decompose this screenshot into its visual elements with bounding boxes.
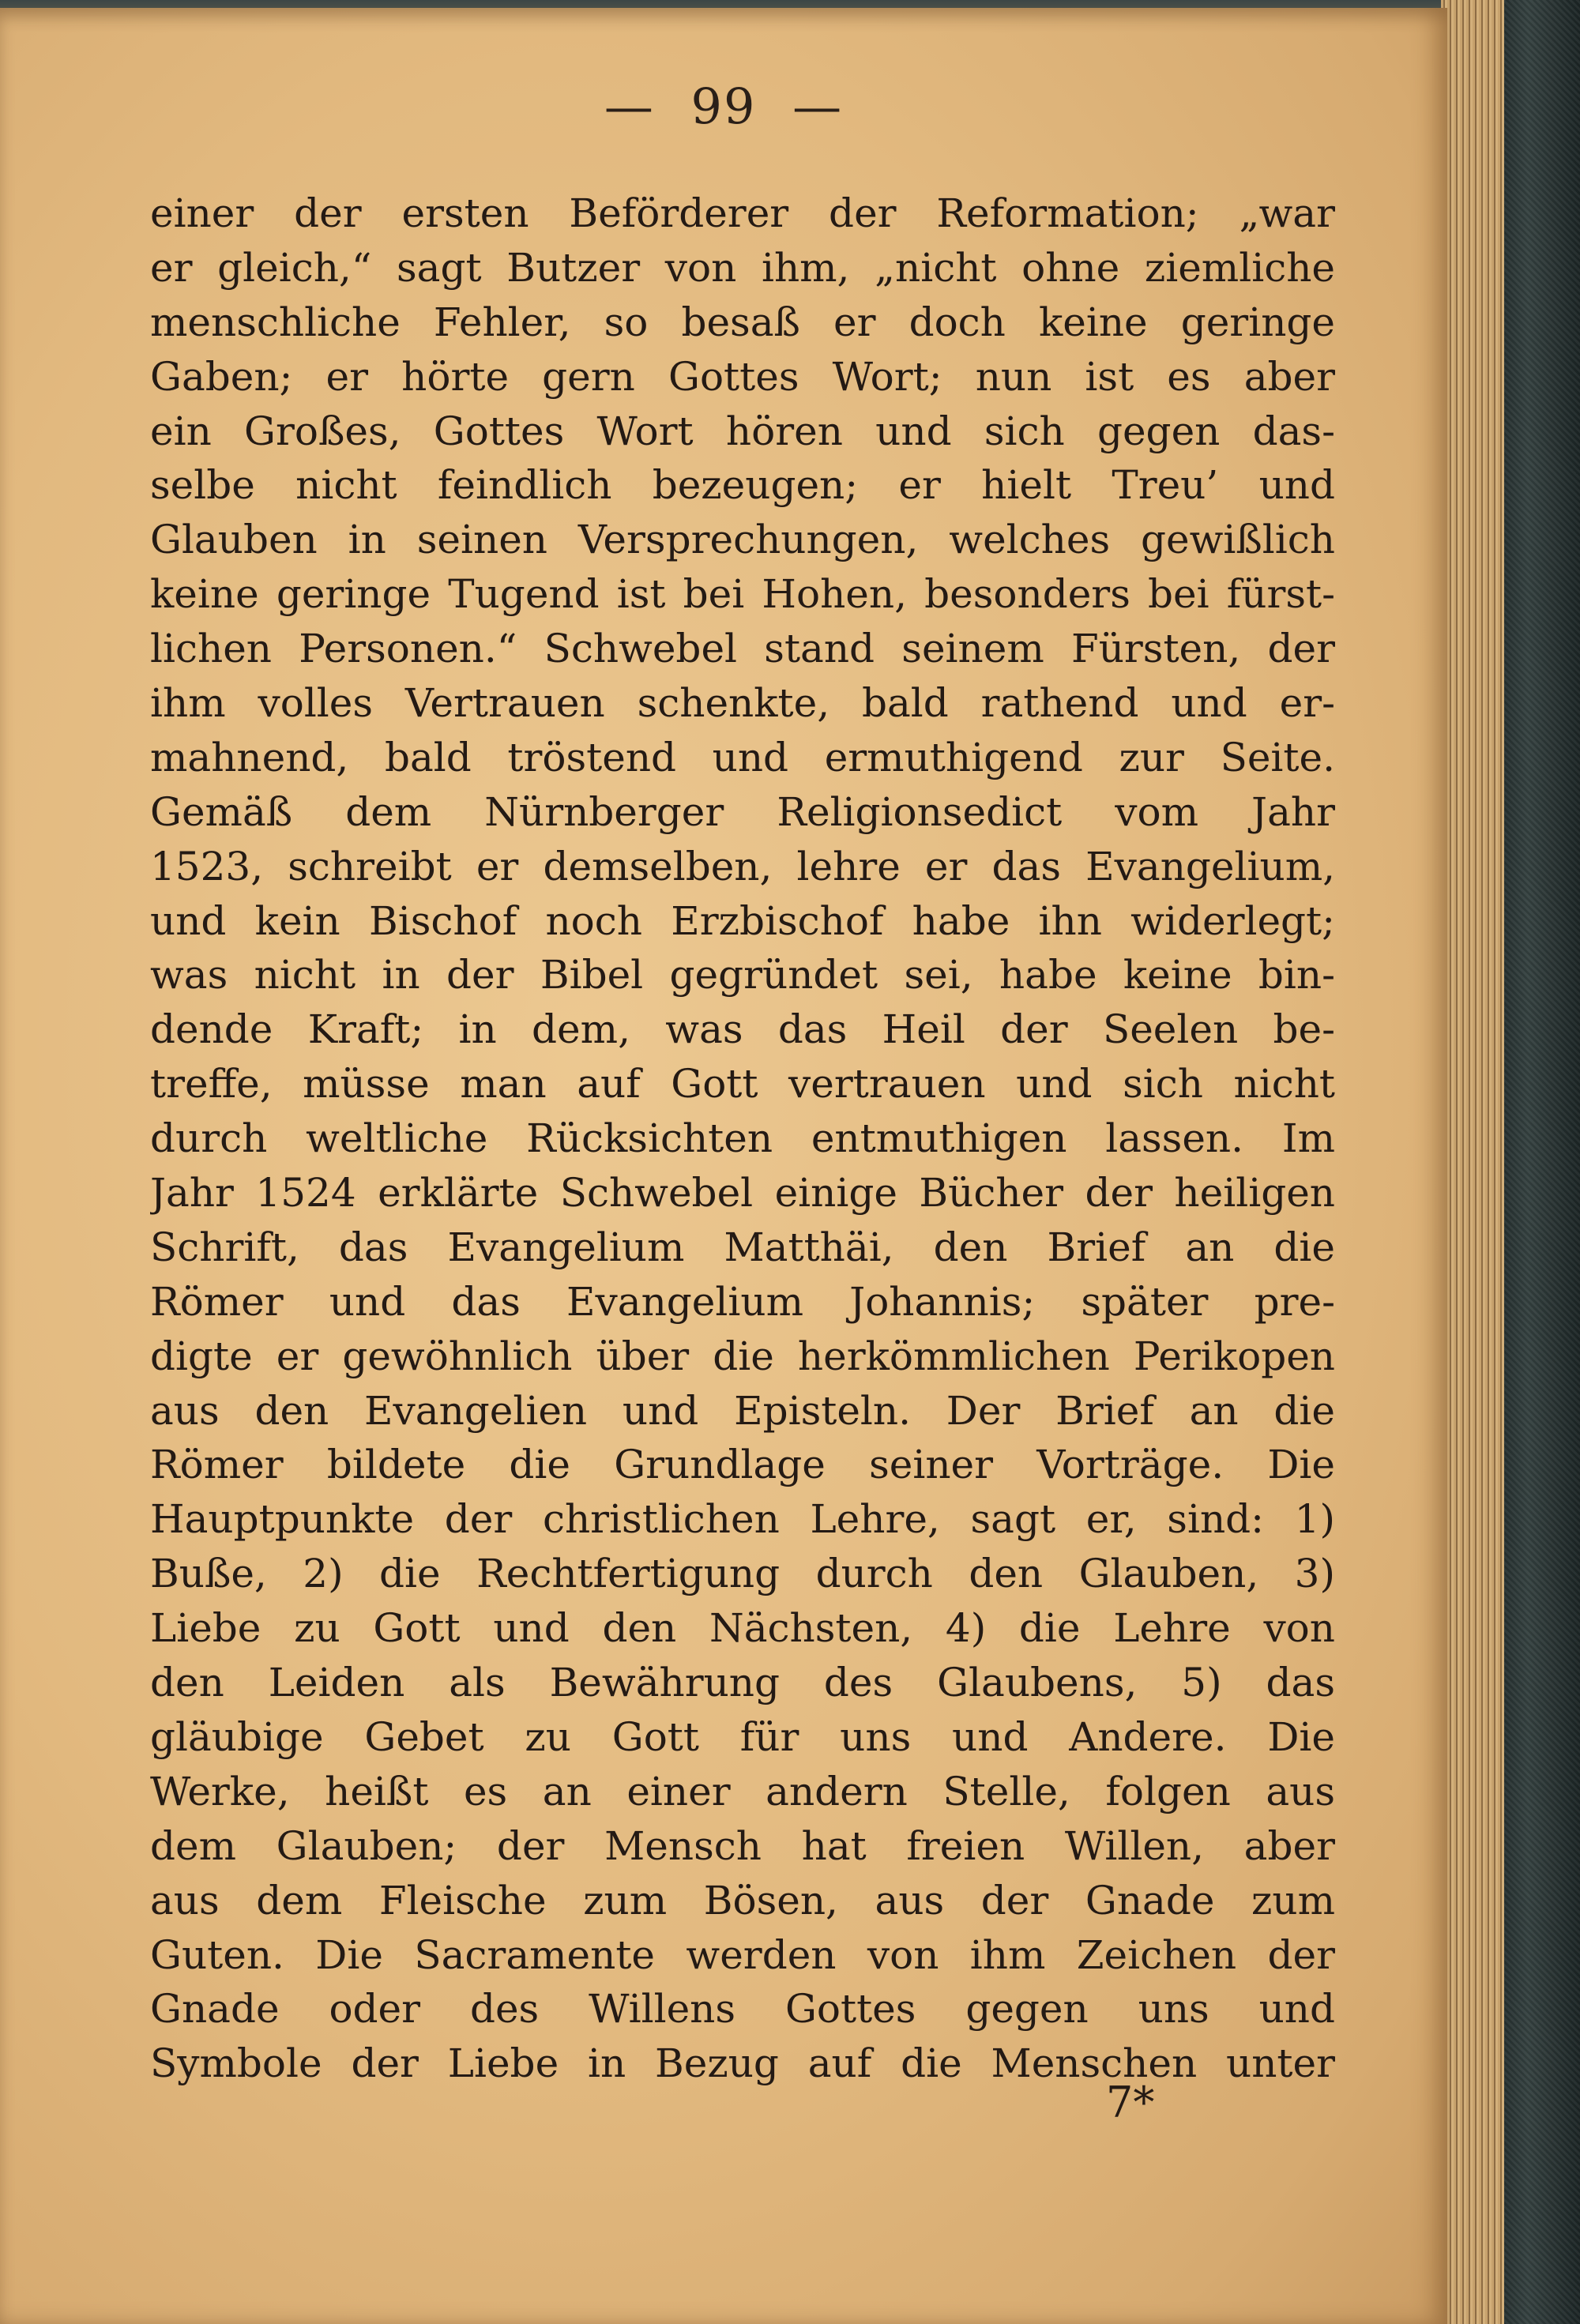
text-line: Liebe zu Gott und den Nächsten, 4) die Lehre von xyxy=(150,1605,1335,1652)
page-stack-edges xyxy=(1441,0,1504,2324)
body-text xyxy=(150,186,1335,2091)
page-number: 99 xyxy=(690,77,757,135)
book-cover-edge xyxy=(1493,0,1580,2324)
text-line: aus den Evangelien und Episteln. Der Brief an die xyxy=(150,1387,1335,1434)
text-line: Glauben in seinen Versprechungen, welches gewißlich xyxy=(150,517,1335,563)
text-line: den Leiden als Bewährung des Glaubens, 5) das xyxy=(150,1660,1335,1706)
text-line: 1523, schreibt er demselben, lehre er das Evangelium, xyxy=(150,843,1335,889)
text-line: Gemäß dem Nürnberger Religionsedict vom Jahr xyxy=(150,788,1335,835)
text-line: selbe nicht feindlich bezeugen; er hielt Treu’ und xyxy=(150,462,1335,509)
text-line: Hauptpunkte der christlichen Lehre, sagt er, sind: 1) xyxy=(150,1496,1335,1543)
text-line: ein Großes, Gottes Wort hören und sich gegen das- xyxy=(150,408,1335,454)
text-line: Gaben; er hörte gern Gottes Wort; nun ist es aber xyxy=(150,353,1335,400)
book-page xyxy=(0,8,1447,2324)
text-line: Buße, 2) die Rechtfertigung durch den Glauben, 3) xyxy=(150,1551,1335,1597)
text-line: ihm volles Vertrauen schenkte, bald rathend und er- xyxy=(150,680,1335,727)
text-line: aus dem Fleische zum Bösen, aus der Gnade zum xyxy=(150,1877,1335,1924)
text-line: dende Kraft; in dem, was das Heil der Seelen be- xyxy=(150,1006,1335,1053)
text-line: dem Glauben; der Mensch hat freien Willen, aber xyxy=(150,1822,1335,1869)
text-line: gläubige Gebet zu Gott für uns und Andere. Die xyxy=(150,1713,1335,1760)
page-header xyxy=(0,77,1447,135)
text-line: Schrift, das Evangelium Matthäi, den Brief an die xyxy=(150,1224,1335,1270)
text-line: Jahr 1524 erklärte Schwebel einige Bücher der heiligen xyxy=(150,1170,1335,1217)
text-line: lichen Personen.“ Schwebel stand seinem Fürsten, der xyxy=(150,626,1335,672)
header-dash-right: — xyxy=(792,77,844,135)
header-dash-left: — xyxy=(604,77,655,135)
text-line: digte er gewöhnlich über die herkömmlichen Perikopen xyxy=(150,1333,1335,1379)
text-line: Guten. Die Sacramente werden von ihm Zeichen der xyxy=(150,1931,1335,1978)
text-line: keine geringe Tugend ist bei Hohen, besonders bei fürst- xyxy=(150,571,1335,618)
text-line: er gleich,“ sagt Butzer von ihm, „nicht ohne ziemliche xyxy=(150,244,1335,291)
text-line: Römer und das Evangelium Johannis; später pre- xyxy=(150,1278,1335,1325)
text-line: Symbole der Liebe in Bezug auf die Menschen unter xyxy=(150,2040,1335,2087)
text-line: Werke, heißt es an einer andern Stelle, folgen aus xyxy=(150,1768,1335,1814)
text-line: menschliche Fehler, so besaß er doch keine geringe xyxy=(150,299,1335,345)
signature-mark: 7* xyxy=(1106,2078,1155,2127)
text-line: was nicht in der Bibel gegründet sei, habe keine bin- xyxy=(150,952,1335,998)
text-line: treffe, müsse man auf Gott vertrauen und sich nicht xyxy=(150,1061,1335,1107)
text-line: durch weltliche Rücksichten entmuthigen lassen. Im xyxy=(150,1115,1335,1162)
text-line: einer der ersten Beförderer der Reformation; „war xyxy=(150,190,1335,236)
text-line: Römer bildete die Grundlage seiner Vorträge. Die xyxy=(150,1442,1335,1488)
text-line: und kein Bischof noch Erzbischof habe ihn widerlegt; xyxy=(150,897,1335,944)
text-line: mahnend, bald tröstend und ermuthigend zur Seite. xyxy=(150,734,1335,780)
text-line: Gnade oder des Willens Gottes gegen uns und xyxy=(150,1986,1335,2033)
